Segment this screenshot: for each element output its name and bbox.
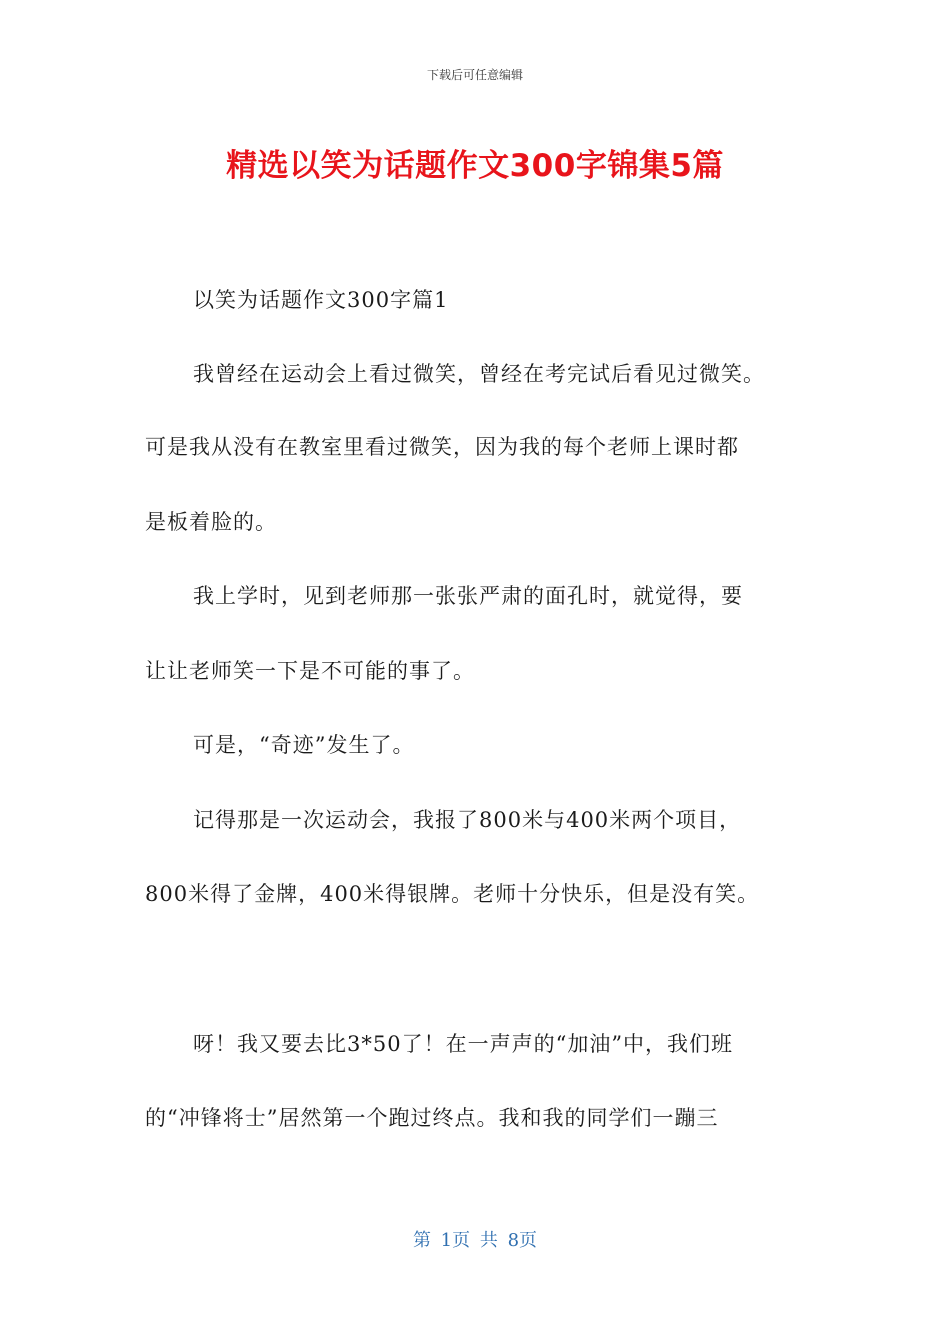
- paragraph-line: 的“冲锋将士”居然第一个跑过终点。我和我的同学们一蹦三: [145, 1106, 719, 1130]
- paragraph-line: 可是，“奇迹”发生了。: [193, 733, 415, 757]
- paragraph-line: 记得那是一次运动会，我报了800米与400米两个项目，: [193, 808, 742, 832]
- paragraph-line: 呀！我又要去比3*50了！在一声声的“加油”中，我们班: [193, 1032, 734, 1056]
- section-heading: 以笑为话题作文300字篇1: [193, 288, 449, 312]
- paragraph-line: 800米得了金牌，400米得银牌。老师十分快乐，但是没有笑。: [145, 882, 760, 906]
- document-title: 精选以笑为话题作文300字锦集5篇: [226, 148, 724, 184]
- paragraph-line: 我曾经在运动会上看过微笑，曾经在考完试后看见过微笑。: [193, 362, 765, 386]
- paragraph-line: 让让老师笑一下是不可能的事了。: [145, 659, 475, 683]
- header-note: 下载后可任意编辑: [426, 68, 523, 82]
- paragraph-line: 我上学时，见到老师那一张张严肃的面孔时，就觉得，要: [193, 584, 743, 608]
- page-number: 第 1页 共 8页: [412, 1230, 538, 1251]
- paragraph-line: 可是我从没有在教室里看过微笑，因为我的每个老师上课时都: [145, 435, 739, 459]
- paragraph-line: 是板着脸的。: [145, 510, 277, 534]
